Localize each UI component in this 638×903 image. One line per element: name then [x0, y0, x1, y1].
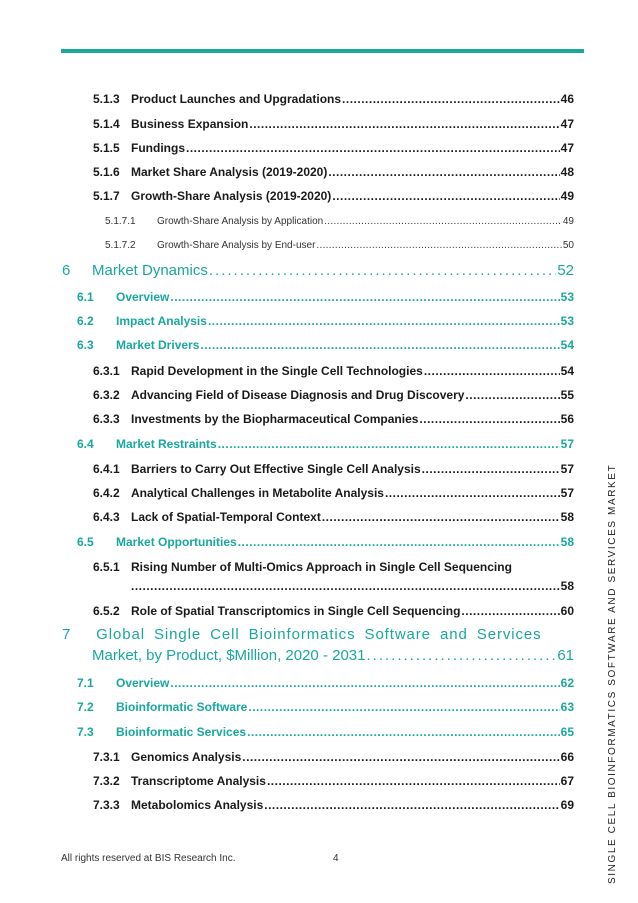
toc-entry-7-1[interactable] — [77, 676, 574, 690]
toc-leader — [324, 216, 562, 227]
toc-leader — [424, 364, 560, 378]
toc-entry-7-line1[interactable] — [62, 626, 574, 643]
toc-entry-6-4[interactable] — [77, 437, 574, 451]
toc-entry-page: 52 — [557, 262, 574, 279]
toc-entry-title: Market Opportunities — [116, 535, 237, 549]
toc-entry-6-5[interactable] — [77, 535, 574, 549]
toc-entry-7-3-1[interactable] — [93, 750, 574, 764]
toc-entry-page: 50 — [562, 240, 574, 251]
toc-leader — [342, 92, 560, 106]
toc-leader — [422, 462, 560, 476]
toc-entry-page: 54 — [560, 338, 574, 352]
toc-entry-title: Growth-Share Analysis by End-user — [157, 240, 316, 251]
toc-entry-title: Product Launches and Upgradations — [131, 92, 342, 106]
toc-entry-6-3-1[interactable] — [93, 364, 574, 378]
toc-entry-number: 6.5.1 — [93, 560, 120, 574]
toc-entry-title: Impact Analysis — [116, 314, 207, 328]
toc-entry-number: 6.2 — [77, 314, 94, 328]
toc-leader — [200, 338, 559, 352]
side-report-title: SINGLE CELL BIOINFORMATICS SOFTWARE AND SERVICES MARKET — [607, 463, 618, 884]
toc-entry-6-3-2[interactable] — [93, 388, 574, 402]
toc-entry-6-2[interactable] — [77, 314, 574, 328]
toc-entry-6[interactable] — [62, 262, 574, 279]
toc-entry-6-4-1[interactable] — [93, 462, 574, 476]
toc-entry-page: 60 — [560, 604, 574, 618]
toc-entry-title: Fundings — [131, 141, 185, 155]
toc-leader — [238, 535, 560, 549]
toc-entry-number: 7.3 — [77, 725, 94, 739]
toc-entry-number: 5.1.7.1 — [105, 216, 136, 227]
toc-leader — [247, 725, 560, 739]
toc-entry-title: Growth-Share Analysis (2019-2020) — [131, 189, 332, 203]
toc-leader — [208, 314, 560, 328]
toc-entry-page: 69 — [560, 798, 574, 812]
toc-leader — [465, 388, 559, 402]
toc-entry-title: Market Drivers — [116, 338, 200, 352]
toc-entry-title: Overview — [116, 290, 170, 304]
toc-entry-number: 6.5 — [77, 535, 94, 549]
toc-entry-page: 57 — [560, 437, 574, 451]
toc-leader — [248, 700, 559, 714]
toc-entry-number: 6.3.1 — [93, 364, 120, 378]
toc-leader — [385, 486, 560, 500]
toc-entry-number: 7.3.1 — [93, 750, 120, 764]
toc-entry-title: Investments by the Biopharmaceutical Companies — [131, 412, 419, 426]
toc-entry-6-5-1-line2[interactable] — [131, 579, 574, 593]
toc-entry-page: 49 — [562, 216, 574, 227]
toc-entry-title: Business Expansion — [131, 117, 249, 131]
toc-entry-number: 5.1.6 — [93, 165, 120, 179]
toc-leader — [419, 412, 559, 426]
toc-entry-page: 56 — [560, 412, 574, 426]
toc-entry-title: Growth-Share Analysis by Application — [157, 216, 324, 227]
toc-entry-page: 53 — [560, 290, 574, 304]
toc-entry-title: Lack of Spatial-Temporal Context — [131, 510, 321, 524]
toc-leader — [316, 240, 561, 251]
toc-leader — [264, 798, 559, 812]
toc-entry-7-line2[interactable] — [92, 647, 574, 664]
toc-entry-title: Metabolomics Analysis — [131, 798, 264, 812]
toc-entry-title: Transcriptome Analysis — [131, 774, 266, 788]
toc-leader — [242, 750, 559, 764]
toc-entry-5-1-6[interactable] — [93, 165, 574, 179]
toc-entry-number: 6.3.3 — [93, 412, 120, 426]
toc-entry-page: 57 — [560, 486, 574, 500]
toc-entry-page: 47 — [560, 141, 574, 155]
toc-entry-number: 5.1.5 — [93, 141, 120, 155]
toc-entry-page: 63 — [560, 700, 574, 714]
toc-entry-number: 6.1 — [77, 290, 94, 304]
toc-leader — [170, 290, 559, 304]
toc-entry-page: 58 — [560, 510, 574, 524]
toc-entry-number: 5.1.3 — [93, 92, 120, 106]
toc-entry-title: Role of Spatial Transcriptomics in Single Cell Sequencing — [131, 604, 461, 618]
toc-leader — [322, 510, 560, 524]
toc-leader — [131, 579, 560, 593]
toc-entry-5-1-4[interactable] — [93, 117, 574, 131]
toc-leader — [170, 676, 559, 690]
toc-leader — [332, 189, 559, 203]
toc-entry-number: 7.2 — [77, 700, 94, 714]
toc-entry-6-1[interactable] — [77, 290, 574, 304]
toc-entry-title: Market Restraints — [116, 437, 217, 451]
toc-entry-title: Market Dynamics — [92, 262, 208, 279]
toc-entry-page: 48 — [560, 165, 574, 179]
toc-leader — [328, 165, 559, 179]
toc-entry-page: 46 — [560, 92, 574, 106]
toc-entry-number: 6.4 — [77, 437, 94, 451]
toc-entry-title: Overview — [116, 676, 170, 690]
toc-leader — [249, 117, 559, 131]
toc-entry-5-1-7-2[interactable] — [105, 240, 574, 251]
toc-entry-number: 7.1 — [77, 676, 94, 690]
toc-entry-6-5-1-line1[interactable] — [93, 560, 574, 574]
toc-entry-number: 7.3.2 — [93, 774, 120, 788]
toc-entry-page: 58 — [560, 579, 574, 593]
footer-rights: All rights reserved at BIS Research Inc. — [61, 853, 236, 864]
toc-entry-page: 54 — [560, 364, 574, 378]
toc-entry-7-2[interactable] — [77, 700, 574, 714]
toc-entry-5-1-5[interactable] — [93, 141, 574, 155]
toc-entry-number: 6.4.2 — [93, 486, 120, 500]
toc-entry-number: 7 — [62, 626, 71, 643]
toc-entry-title: Bioinformatic Software — [116, 700, 248, 714]
toc-entry-title: Rapid Development in the Single Cell Technologies — [131, 364, 423, 378]
toc-entry-6-5-2[interactable] — [93, 604, 574, 618]
toc-entry-title: Analytical Challenges in Metabolite Analysis — [131, 486, 384, 500]
toc-leader — [186, 141, 560, 155]
toc-entry-number: 6.4.3 — [93, 510, 120, 524]
toc-entry-number: 6.3.2 — [93, 388, 120, 402]
toc-entry-number: 6.5.2 — [93, 604, 120, 618]
toc-entry-5-1-3[interactable] — [93, 92, 574, 106]
toc-entry-page: 61 — [557, 647, 574, 664]
toc-entry-6-4-3[interactable] — [93, 510, 574, 524]
toc-entry-6-3-3[interactable] — [93, 412, 574, 426]
toc-entry-page: 57 — [560, 462, 574, 476]
toc-entry-page: 47 — [560, 117, 574, 131]
toc-entry-page: 66 — [560, 750, 574, 764]
toc-entry-7-3[interactable] — [77, 725, 574, 739]
toc-entry-number: 5.1.7 — [93, 189, 120, 203]
toc-entry-page: 58 — [560, 535, 574, 549]
toc-leader — [267, 774, 560, 788]
toc-entry-title: Rising Number of Multi-Omics Approach in Single Cell Sequencing — [131, 560, 512, 574]
toc-leader — [366, 647, 556, 664]
toc-entry-title: Advancing Field of Disease Diagnosis and Drug Discovery — [131, 388, 465, 402]
toc-entry-7-3-2[interactable] — [93, 774, 574, 788]
toc-entry-page: 53 — [560, 314, 574, 328]
toc-entry-page: 55 — [560, 388, 574, 402]
toc-entry-page: 49 — [560, 189, 574, 203]
toc-entry-number: 7.3.3 — [93, 798, 120, 812]
toc-entry-title: Market Share Analysis (2019-2020) — [131, 165, 328, 179]
toc-entry-number: 6.3 — [77, 338, 94, 352]
footer-page-number: 4 — [333, 853, 339, 864]
toc-entry-page: 67 — [560, 774, 574, 788]
toc-entry-page: 62 — [560, 676, 574, 690]
toc-entry-6-3[interactable] — [77, 338, 574, 352]
toc-entry-5-1-7-1[interactable] — [105, 216, 574, 227]
toc-entry-title-line1: Global Single Cell Bioinformatics Software and Services — [96, 626, 542, 643]
toc-entry-6-4-2[interactable] — [93, 486, 574, 500]
toc-entry-number: 5.1.4 — [93, 117, 120, 131]
toc-entry-title: Genomics Analysis — [131, 750, 242, 764]
toc-entry-5-1-7[interactable] — [93, 189, 574, 203]
toc-entry-title: Barriers to Carry Out Effective Single Cell Analysis — [131, 462, 421, 476]
toc-entry-number: 5.1.7.2 — [105, 240, 136, 251]
toc-entry-number: 6.4.1 — [93, 462, 120, 476]
toc-leader — [209, 262, 556, 279]
toc-entry-number: 6 — [62, 262, 71, 279]
toc-leader — [218, 437, 560, 451]
toc-leader — [461, 604, 559, 618]
toc-entry-title: Bioinformatic Services — [116, 725, 247, 739]
toc-entry-title: Market, by Product, $Million, 2020 - 2031 — [92, 647, 366, 664]
toc-entry-7-3-3[interactable] — [93, 798, 574, 812]
toc-entry-page: 65 — [560, 725, 574, 739]
